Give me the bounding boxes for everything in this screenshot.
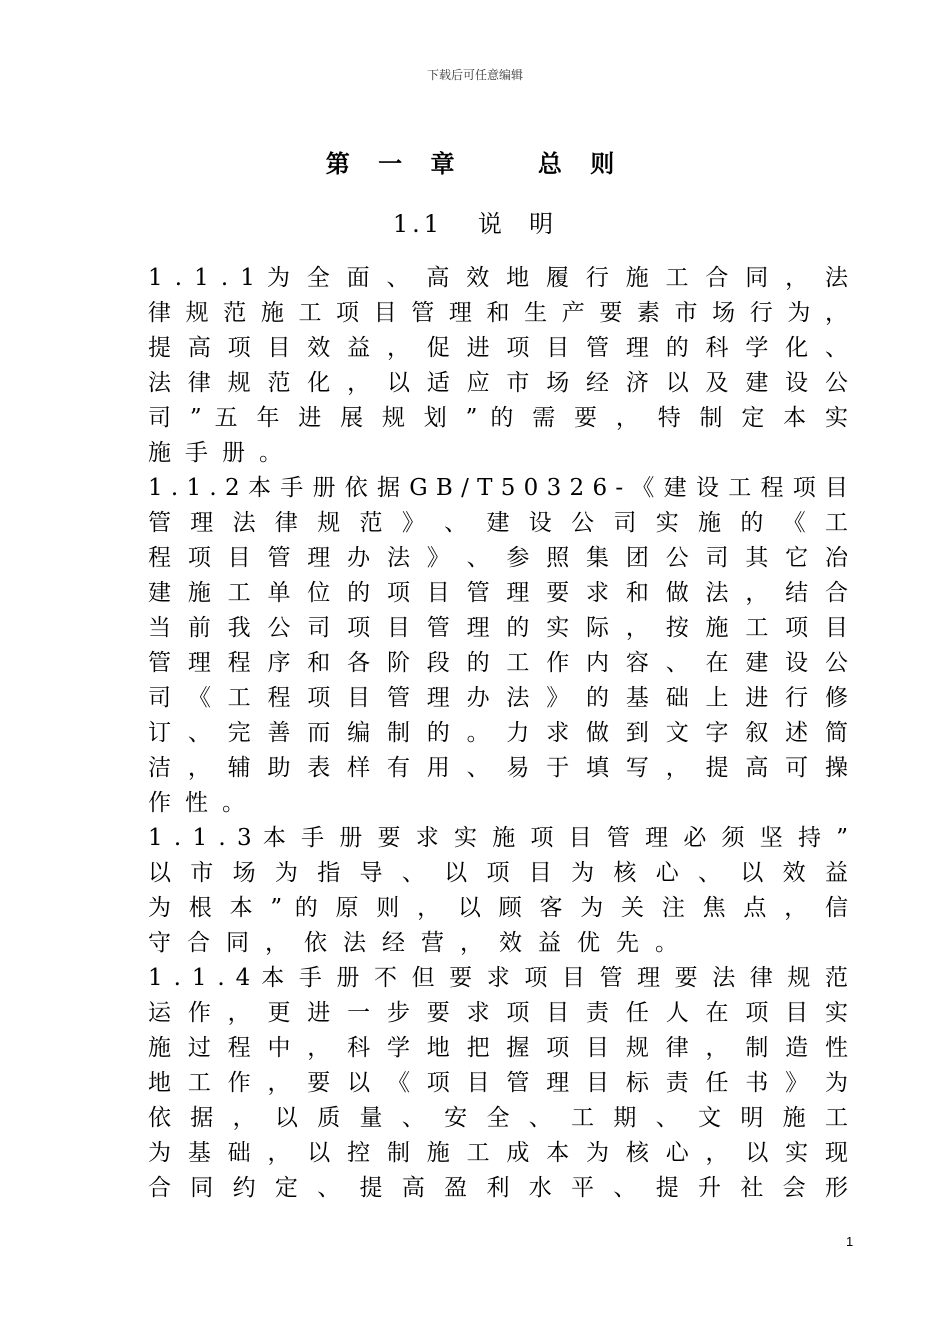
- chapter-title: 第 一 章 总 则: [325, 150, 625, 178]
- text-line: 管 理 程 序 和 各 阶 段 的 工 作 内 容 、 在 建 设 公: [148, 650, 848, 676]
- section-title: 1.1 说 明: [392, 210, 558, 238]
- text-line: 施手册。: [148, 440, 296, 466]
- text-line: 为 根 本 ” 的 原 则 ， 以 顾 客 为 关 注 焦 点 ， 信: [148, 895, 848, 921]
- text-line: 以 市 场 为 指 导 、 以 项 目 为 核 心 、 以 效 益: [148, 860, 848, 886]
- text-line: 1 . 1 . 1 为 全 面 、 高 效 地 履 行 施 工 合 同 ， 法: [148, 265, 848, 291]
- text-line: 合 同 约 定 、 提 高 盈 利 水 平 、 提 升 社 会 形: [148, 1175, 848, 1201]
- text-line: 管 理 法 律 规 范 》 、 建 设 公 司 实 施 的 《 工: [148, 510, 848, 536]
- text-line: 当 前 我 公 司 项 目 管 理 的 实 际 ， 按 施 工 项 目: [148, 615, 848, 641]
- text-line: 施 过 程 中 ， 科 学 地 把 握 项 目 规 律 ， 制 造 性: [148, 1035, 848, 1061]
- text-line: 1 . 1 . 2 本 手 册 依 据 G B / T 5 0 3 2 6 - 《 建 设 工 程 项 目: [148, 475, 848, 501]
- text-line: 1 . 1 . 4 本 手 册 不 但 要 求 项 目 管 理 要 法 律 规 范: [148, 965, 848, 991]
- text-line: 洁 ， 辅 助 表 样 有 用 、 易 于 填 写 ， 提 高 可 操: [148, 755, 848, 781]
- text-line: 建 施 工 单 位 的 项 目 管 理 要 求 和 做 法 ， 结 合: [148, 580, 848, 606]
- text-line: 守合同，依法经营，效益优先。: [148, 930, 694, 956]
- text-line: 法 律 规 范 化 ， 以 适 应 市 场 经 济 以 及 建 设 公: [148, 370, 848, 396]
- text-line: 运 作 ， 更 进 一 步 要 求 项 目 责 任 人 在 项 目 实: [148, 1000, 848, 1026]
- page-number: 1: [846, 1234, 854, 1249]
- text-line: 为 基 础 ， 以 控 制 施 工 成 本 为 核 心 ， 以 实 现: [148, 1140, 848, 1166]
- text-line: 依 据 ， 以 质 量 、 安 全 、 工 期 、 文 明 施 工: [148, 1105, 848, 1131]
- text-line: 作性。: [148, 790, 259, 816]
- text-line: 司 ” 五 年 进 展 规 划 ” 的 需 要 ， 特 制 定 本 实: [148, 405, 848, 431]
- text-line: 提 高 项 目 效 益 ， 促 进 项 目 管 理 的 科 学 化 、: [148, 335, 848, 361]
- text-line: 订 、 完 善 而 编 制 的 。 力 求 做 到 文 字 叙 述 简: [148, 720, 848, 746]
- text-line: 1 . 1 . 3 本 手 册 要 求 实 施 项 目 管 理 必 须 坚 持 ”: [148, 825, 848, 851]
- body-text: [148, 261, 848, 1206]
- text-line: 地 工 作 ， 要 以 《 项 目 管 理 目 标 责 任 书 》 为: [148, 1070, 848, 1096]
- text-line: 律 规 范 施 工 项 目 管 理 和 生 产 要 素 市 场 行 为 ，: [148, 300, 848, 326]
- text-line: 司 《 工 程 项 目 管 理 办 法 》 的 基 础 上 进 行 修: [148, 685, 848, 711]
- page-header-note: 下载后可任意编辑: [426, 68, 523, 82]
- text-line: 程 项 目 管 理 办 法 》 、 参 照 集 团 公 司 其 它 冶: [148, 545, 848, 571]
